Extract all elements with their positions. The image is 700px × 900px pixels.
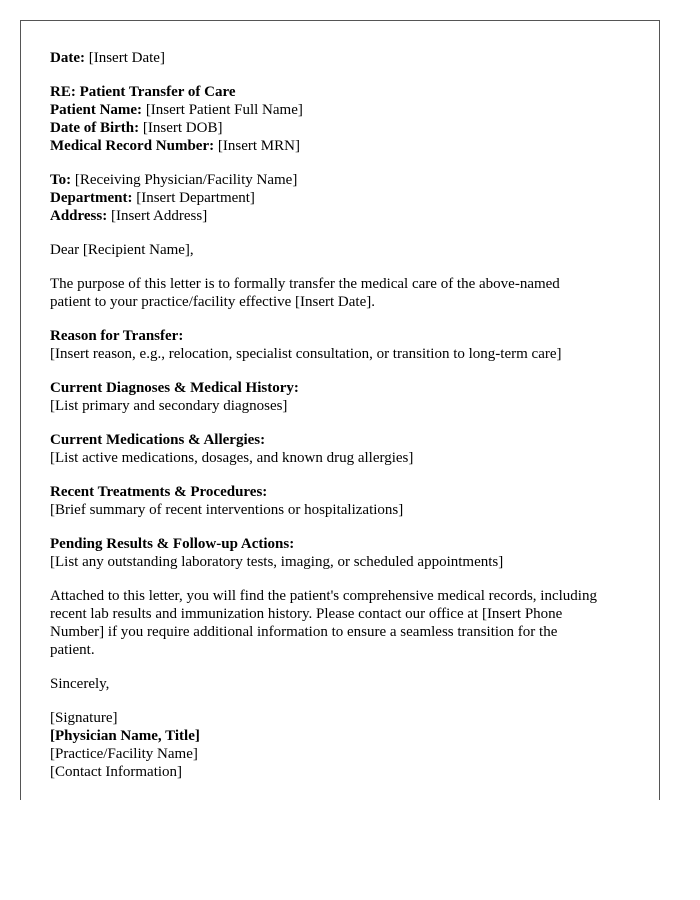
closing-line: Number] if you require additional information to ensure a seamless transition for the: [50, 624, 558, 640]
patient-name-value: [Insert Patient Full Name]: [145, 102, 303, 118]
address-label: Address:: [50, 208, 108, 224]
greeting: Dear [Recipient Name],: [50, 242, 194, 258]
letter-page: [20, 20, 660, 800]
closing-line: recent lab results and immunization history. Please contact our office at [Insert Phone: [50, 606, 563, 622]
section-heading: [50, 483, 650, 501]
department-value: [Insert Department]: [136, 190, 255, 206]
section-body: [Brief summary of recent interventions or hospitalizations]: [50, 502, 404, 518]
department-label: Department:: [50, 190, 133, 206]
physician-name-title: [50, 727, 650, 745]
greeting-block: [50, 241, 650, 259]
section-body: [List primary and secondary diagnoses]: [50, 398, 288, 414]
signoff-block: [50, 675, 650, 693]
to-line: [50, 171, 650, 189]
mrn-label: Medical Record Number:: [50, 138, 215, 154]
section-heading: [50, 379, 650, 397]
date-value: [Insert Date]: [88, 50, 165, 66]
recipient-block: [50, 171, 650, 225]
section-pending: [50, 535, 650, 571]
section-reason: [50, 327, 650, 363]
intro-paragraph: [50, 275, 650, 311]
section-medications: [50, 431, 650, 467]
dob-label: Date of Birth:: [50, 120, 140, 136]
section-heading-text: Pending Results & Follow-up Actions:: [50, 536, 295, 552]
date-line: [50, 49, 650, 67]
section-heading: [50, 431, 650, 449]
re-line: [50, 83, 650, 101]
signature-placeholder: [Signature]: [50, 710, 118, 726]
section-diagnoses: [50, 379, 650, 415]
department-line: [50, 189, 650, 207]
section-treatments: [50, 483, 650, 519]
date-line-block: [50, 49, 650, 67]
physician-name-title-text: [Physician Name, Title]: [50, 728, 200, 744]
closing-line: patient.: [50, 642, 95, 658]
to-label: To:: [50, 172, 72, 188]
intro-line: The purpose of this letter is to formally transfer the medical care of the above-named: [50, 276, 560, 292]
mrn-value: [Insert MRN]: [217, 138, 300, 154]
facility-name: [Practice/Facility Name]: [50, 746, 198, 762]
address-line: [50, 207, 650, 225]
section-heading: [50, 327, 650, 345]
mrn-line: [50, 137, 650, 155]
section-heading-text: Recent Treatments & Procedures:: [50, 484, 268, 500]
section-body: [List any outstanding laboratory tests, imaging, or scheduled appointments]: [50, 554, 504, 570]
section-heading-text: Reason for Transfer:: [50, 328, 184, 344]
patient-name-line: [50, 101, 650, 119]
closing-paragraph: [50, 587, 650, 659]
dob-value: [Insert DOB]: [142, 120, 223, 136]
letter-content: [50, 49, 650, 797]
re-label: RE: Patient Transfer of Care: [50, 84, 236, 100]
signoff: Sincerely,: [50, 676, 110, 692]
section-heading-text: Current Diagnoses & Medical History:: [50, 380, 299, 396]
intro-line: patient to your practice/facility effective [Insert Date].: [50, 294, 375, 310]
section-heading: [50, 535, 650, 553]
contact-information: [Contact Information]: [50, 764, 183, 780]
to-value: [Receiving Physician/Facility Name]: [74, 172, 298, 188]
section-heading-text: Current Medications & Allergies:: [50, 432, 266, 448]
patient-info-block: [50, 83, 650, 155]
dob-line: [50, 119, 650, 137]
section-body: [Insert reason, e.g., relocation, specialist consultation, or transition to long-term care]: [50, 346, 562, 362]
closing-line: Attached to this letter, you will find the patient's comprehensive medical records, including: [50, 588, 597, 604]
signature-block: [50, 709, 650, 781]
address-value: [Insert Address]: [110, 208, 208, 224]
section-body: [List active medications, dosages, and known drug allergies]: [50, 450, 414, 466]
date-label: Date:: [50, 50, 85, 66]
patient-name-label: Patient Name:: [50, 102, 143, 118]
